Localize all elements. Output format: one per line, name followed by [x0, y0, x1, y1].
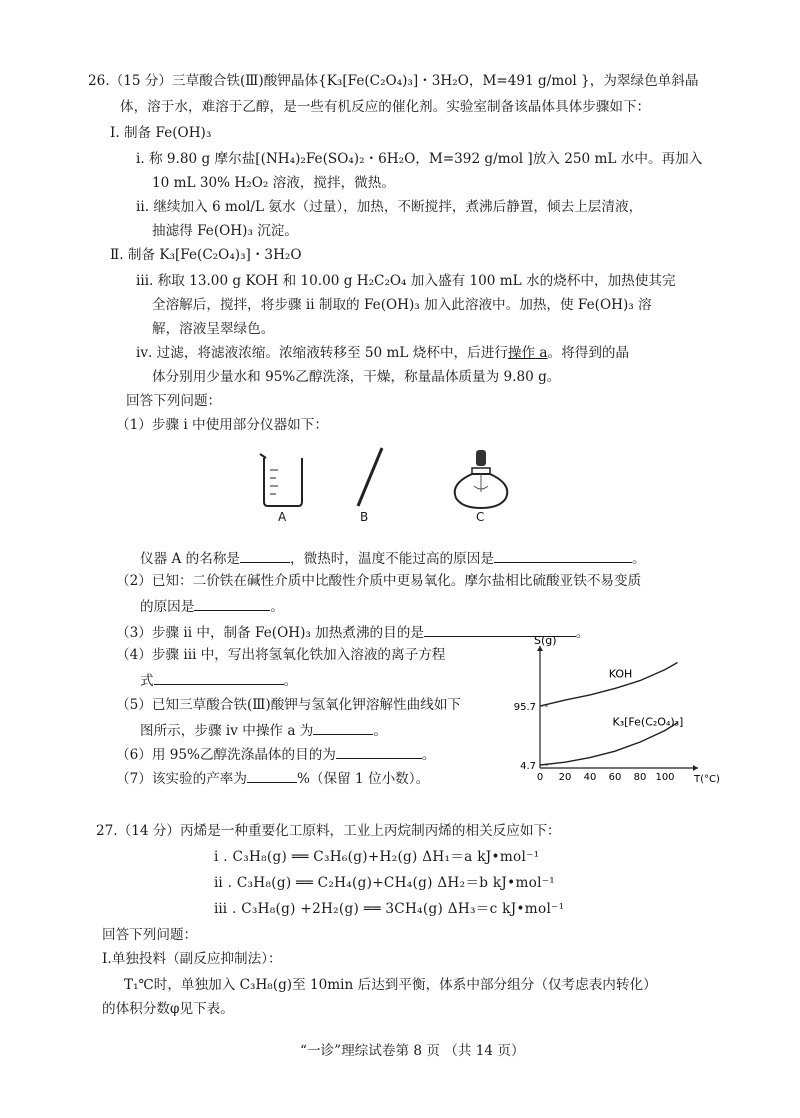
q26-part1-heading: Ⅰ. 制备 Fe(OH)₃	[110, 125, 212, 141]
q26-intro-line1: 26.（15 分）三草酸合铁(Ⅲ)酸钾晶体{K₃[Fe(C₂O₄)₃]・3H₂O，M=491 g/mol }，为翠绿色单斜晶	[88, 73, 699, 89]
step-iv-line1	[136, 344, 629, 363]
q26-sub2-line1: （2）已知：二价铁在碱性介质中比酸性介质中更易氧化。摩尔盐相比硫酸亚铁不易变质	[116, 573, 642, 589]
apparatus-label-a: A	[278, 510, 287, 524]
y-tick-label: 4.7	[520, 760, 536, 772]
answer-blank-temperature-reason[interactable]	[494, 548, 632, 563]
answer-prompt-27: 回答下列问题：	[102, 927, 198, 943]
q3-text: （3）步骤 ⅱ 中，制备 Fe(OH)₃ 加热煮沸的目的是	[116, 625, 424, 641]
step-i-line1: ⅰ. 称 9.80 g 摩尔盐[(NH₄)₂Fe(SO₄)₂・6H₂O，M=392 g/mol ]放入 250 mL 水中。再加入	[136, 151, 703, 167]
step-i-line2: 10 mL 30% H₂O₂ 溶液，搅拌，微热。	[152, 175, 395, 191]
q6-end: 。	[421, 747, 436, 763]
series-label: KOH	[608, 667, 633, 681]
answer-prompt-26: 回答下列问题：	[126, 393, 222, 409]
step-iii-line2: 全溶解后，搅拌，将步骤 ⅱ 制取的 Fe(OH)₃ 加入此溶液中。加热，使 Fe(OH)₃ 溶	[152, 297, 652, 313]
q26-sub2-line2	[140, 596, 284, 617]
solubility-chart	[500, 634, 720, 790]
answer-blank-q6[interactable]	[336, 744, 422, 759]
q26-sub7	[116, 768, 429, 789]
alcohol-lamp-icon	[455, 450, 508, 508]
reaction-i: ⅰ . C₃H₈(g) ══ C₃H₆(g)+H₂(g) ΔH₁＝a kJ•mol⁻¹	[214, 849, 540, 865]
step-iv-line2: 体分别用少量水和 95%乙醇洗涤，干燥，称量晶体质量为 9.80 g。	[152, 369, 561, 385]
q2-end: 。	[270, 599, 284, 615]
x-tick-label: 100	[655, 772, 675, 783]
q26-sub1: （1）步骤 ⅰ 中使用部分仪器如下：	[116, 417, 328, 433]
y-axis-label: S(g)	[534, 634, 557, 647]
answer-blank-q5[interactable]	[313, 720, 373, 735]
answer-blank-q7[interactable]	[247, 768, 297, 783]
q27-text-line1: T₁℃时，单独加入 C₃H₈(g)至 10min 后达到平衡，体系中部分组分（仅考虑表内转化）	[124, 977, 657, 993]
x-axis-label: T(°C)	[694, 774, 720, 785]
answer-blank-apparatus-a[interactable]	[240, 548, 290, 563]
q26-sub1-answer-line	[140, 548, 646, 569]
q1-part-a: 仪器 A 的名称是	[140, 551, 241, 567]
x-tick-label: 20	[558, 772, 572, 783]
beaker-icon	[260, 454, 302, 506]
q27-intro: 27.（14 分）丙烯是一种重要化工原料，工业上丙烷制丙烯的相关反应如下：	[96, 823, 561, 839]
apparatus-figure	[250, 440, 530, 540]
step-ii-line2: 抽滤得 Fe(OH)₃ 沉淀。	[152, 223, 298, 239]
series-label: K₃[Fe(C₂O₄)₃]	[612, 715, 684, 729]
q26-sub4-line2	[140, 670, 297, 691]
q6-text: （6）用 95%乙醇洗涤晶体的目的为	[116, 747, 336, 763]
q26-part2-heading: Ⅱ. 制备 K₃[Fe(C₂O₄)₃]・3H₂O	[110, 247, 302, 263]
page-footer: “一诊”理综试卷第 8 页 （共 14 页）	[300, 1043, 525, 1059]
q2-text: 的原因是	[140, 599, 195, 615]
step-iv-text-c: 。将得到的晶	[547, 345, 630, 361]
q27-part1-heading: Ⅰ.单独投料（副反应抑制法）：	[102, 951, 282, 967]
y-tick-label: 95.7	[513, 702, 536, 714]
step-iii-line3: 解，溶液呈翠绿色。	[152, 321, 275, 337]
glass-rod-icon	[358, 448, 382, 506]
reaction-iii: ⅲ . C₃H₈(g) +2H₂(g) ══ 3CH₄(g) ΔH₃＝c kJ•mol⁻¹	[214, 901, 565, 917]
x-axis-arrow	[693, 765, 698, 771]
apparatus-label-c: C	[476, 510, 485, 524]
step-iv-text-a: ⅳ. 过滤，将滤液浓缩。浓缩液转移至 50 mL 烧杯中，后进行	[136, 345, 508, 361]
operation-a-underlined: 操作 a	[507, 345, 548, 361]
q27-text-line2: 的体积分数φ见下表。	[102, 1001, 234, 1017]
step-ii-line1: ⅱ. 继续加入 6 mol/L 氨水（过量），加热，不断搅拌，煮沸后静置，倾去上层清液，	[136, 199, 643, 215]
q5-end: 。	[373, 723, 387, 739]
q26-intro-line2: 体，溶于水，难溶于乙醇，是一些有机反应的催化剂。实验室制备该晶体具体步骤如下：	[120, 99, 651, 115]
x-tick-label: 60	[608, 772, 622, 783]
q7-text: （7）该实验的产率为	[116, 771, 247, 787]
series-line-complex	[540, 723, 678, 765]
x-tick-label: 0	[536, 772, 544, 783]
apparatus-label-b: B	[360, 510, 369, 524]
q26-sub4-line1: （4）步骤 ⅲ 中，写出将氢氧化铁加入溶液的离子方程	[116, 647, 446, 663]
answer-blank-q2[interactable]	[194, 596, 270, 611]
q3-end: 。	[575, 625, 590, 641]
q1-end: 。	[631, 551, 646, 567]
step-iii-line1: ⅲ. 称取 13.00 g KOH 和 10.00 g H₂C₂O₄ 加入盛有 100 mL 水的烧杯中，加热使其完	[136, 273, 676, 289]
q26-sub5-line2	[140, 720, 387, 741]
x-tick-label: 40	[583, 772, 597, 783]
q26-sub6	[116, 744, 436, 765]
q4-text: 式	[140, 673, 154, 689]
answer-blank-q4[interactable]	[154, 670, 284, 685]
reaction-ii: ⅱ . C₃H₈(g) ══ C₂H₄(g)+CH₄(g) ΔH₂＝b kJ•mol⁻¹	[214, 875, 556, 891]
q5-text: 图所示，步骤 ⅳ 中操作 a 为	[140, 723, 314, 739]
q7-suffix: %（保留 1 位小数）。	[297, 771, 430, 787]
q1-part-b: ，微热时，温度不能过高的原因是	[290, 551, 494, 567]
q4-end: 。	[283, 673, 298, 689]
x-tick-label: 80	[633, 772, 647, 783]
q26-sub5-line1: （5）已知三草酸合铁(Ⅲ)酸钾与氢氧化钾溶解性曲线如下	[116, 697, 462, 713]
